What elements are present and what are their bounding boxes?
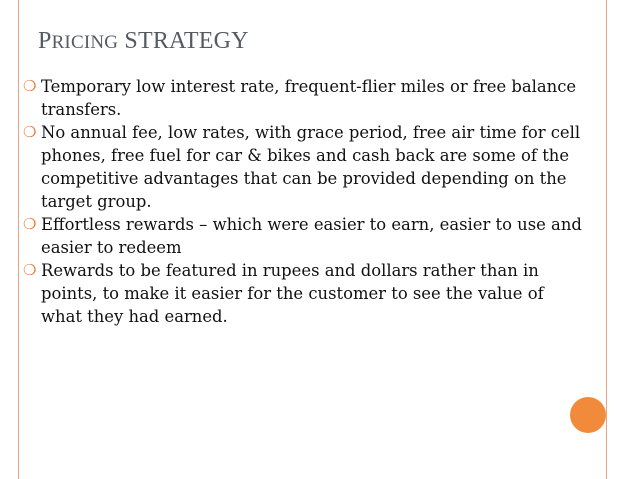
bullet-text: Effortless rewards – which were easier to earn, easier to use and easier to redeem [41, 215, 582, 257]
accent-circle-icon [570, 397, 606, 433]
bullet-text: Rewards to be featured in rupees and dollars rather than in points, to make it easier for the customer to see the value of what they had earned. [41, 261, 544, 326]
right-frame-line [606, 0, 607, 479]
bullet-circle-icon: ❍ [23, 123, 37, 141]
bullet-text: No annual fee, low rates, with grace period, free air time for cell phones, free fuel for car & bikes and cash back are some of the competitive advantages that can be provided depending on the target group. [41, 123, 581, 211]
bullet-circle-icon: ❍ [23, 77, 37, 95]
list-item [22, 121, 582, 213]
title-second-word: STRATEGY [124, 28, 249, 54]
title-first-letter: P [38, 28, 52, 54]
bullet-circle-icon: ❍ [23, 261, 37, 279]
bullet-text: Temporary low interest rate, frequent-flier miles or free balance transfers. [41, 77, 577, 119]
list-item [22, 75, 582, 121]
page-title [38, 28, 249, 55]
bullet-circle-icon: ❍ [23, 215, 37, 233]
list-item [22, 259, 582, 328]
title-small-caps: RICING [51, 32, 119, 53]
bullet-list [22, 75, 582, 328]
left-frame-line [18, 0, 19, 479]
list-item [22, 213, 582, 259]
